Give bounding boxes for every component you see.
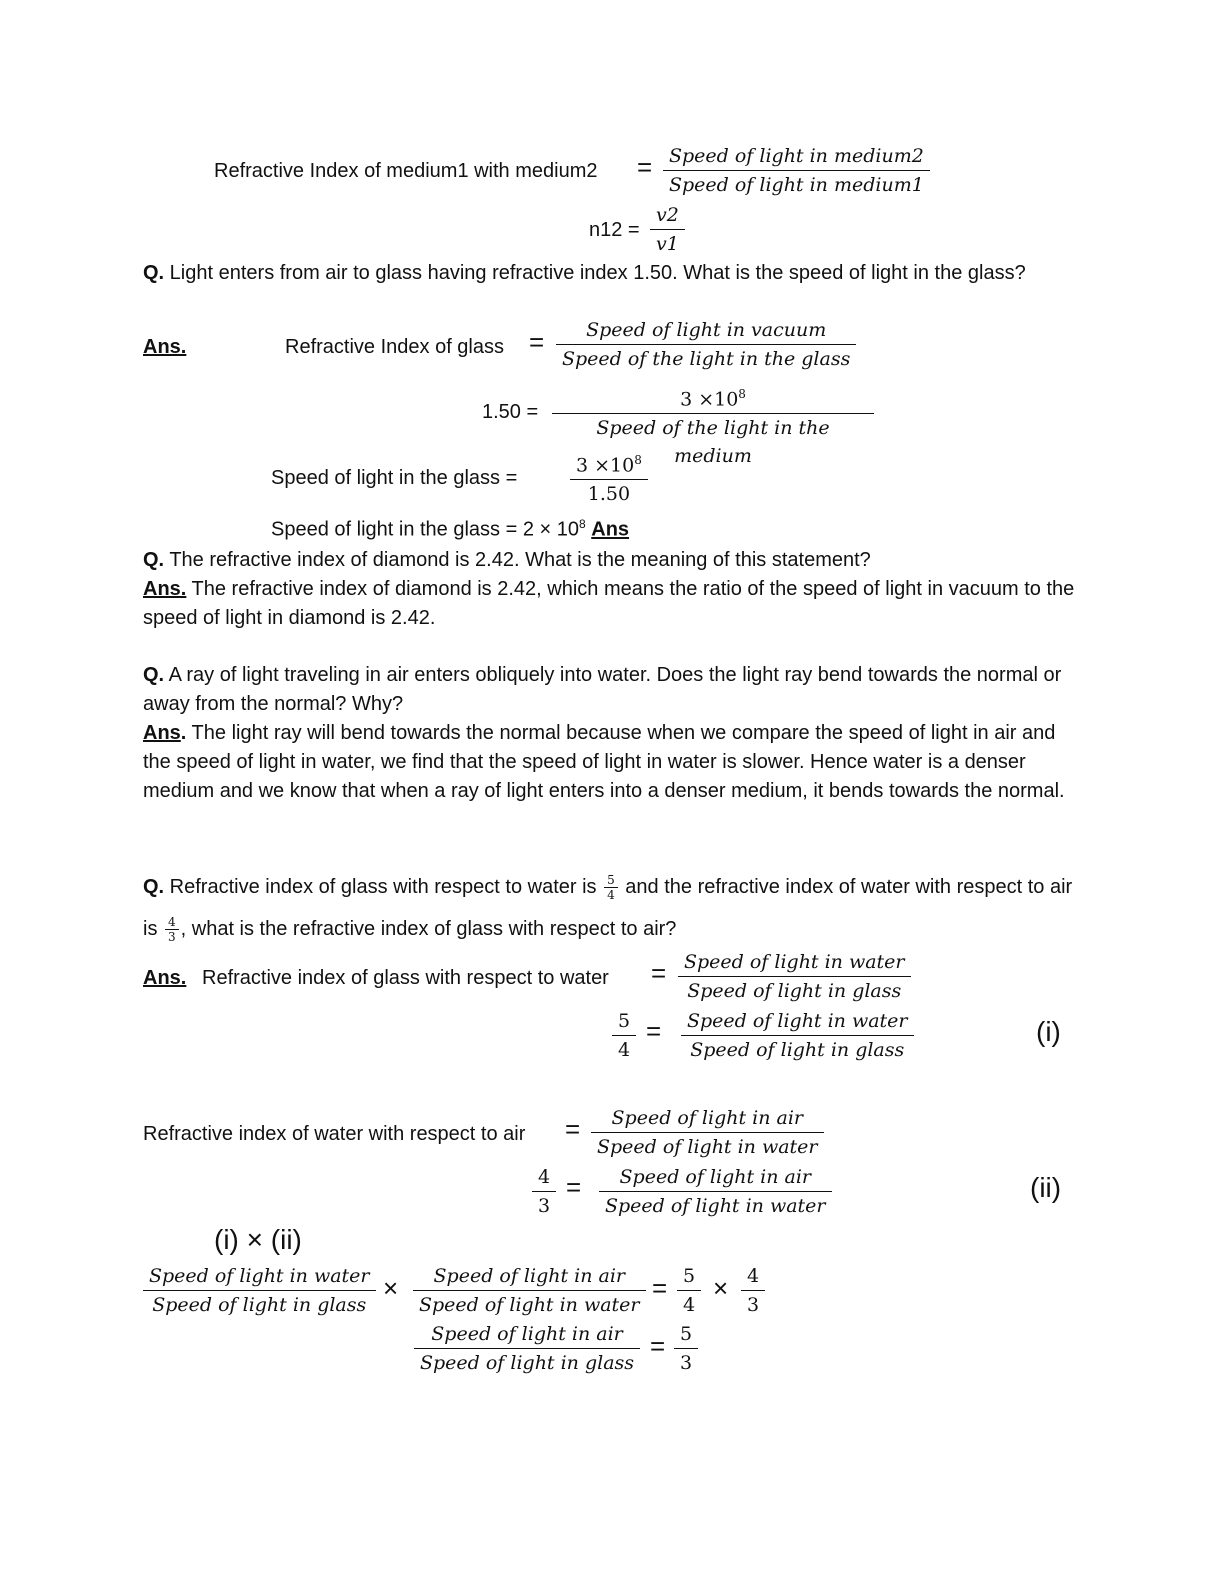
equals-sign: = — [529, 327, 545, 357]
num-base: 3 ×10 — [576, 454, 635, 477]
ans-label: Ans. — [143, 578, 187, 600]
step3-fraction — [570, 446, 648, 508]
equals-sign: = — [651, 958, 667, 988]
numerator: Speed of light in water — [684, 951, 905, 973]
denominator: Speed of light in water — [591, 1132, 824, 1161]
times-sign: × — [383, 1273, 399, 1303]
numerator: 5 — [607, 873, 615, 888]
numerator: 4 — [538, 1166, 551, 1188]
eq1b-fraction — [681, 1007, 914, 1064]
result-fraction-1 — [677, 1262, 701, 1319]
numerator: v2 — [656, 204, 679, 226]
denominator: 4 — [612, 1035, 636, 1064]
numerator: 4 — [747, 1265, 760, 1287]
question-3 — [143, 661, 1083, 806]
product-fraction-2 — [413, 1262, 646, 1319]
eq2b-left-fraction — [532, 1163, 556, 1220]
step2-lhs: 1.50 = — [482, 401, 539, 423]
numerator — [674, 380, 752, 413]
exponent: 8 — [738, 387, 746, 401]
n12-lhs: n12 = — [589, 219, 640, 241]
ans-label: Ans. — [143, 336, 187, 358]
denominator: Speed of light in glass — [678, 976, 911, 1005]
step3-lhs: Speed of light in the glass = — [271, 467, 518, 489]
exponent: 8 — [634, 453, 642, 467]
equals-sign: = — [652, 1273, 668, 1303]
definition-lhs: Refractive Index of medium1 with medium2 — [214, 160, 598, 182]
result-text: Speed of light in the glass = 2 × 10 — [271, 518, 579, 541]
n12-fraction — [650, 201, 685, 258]
numerator: Speed of light in water — [149, 1265, 370, 1287]
question-1 — [143, 259, 1083, 288]
question-text: A ray of light traveling in air enters obliquely into water. Does the light ray bend towards the normal or away from the normal? Why? — [143, 664, 1062, 715]
eq1-lhs: Refractive index of glass with respect to water — [202, 967, 609, 989]
numerator: Speed of light in air — [433, 1265, 625, 1287]
question-text: and the refractive index of water with respect to air is — [143, 876, 1073, 940]
numerator: 5 — [680, 1323, 693, 1345]
step1-lhs: Refractive Index of glass — [285, 336, 504, 358]
denominator: Speed of the light in the glass — [556, 344, 856, 373]
equals-sign: = — [566, 1172, 582, 1202]
denominator: 1.50 — [570, 479, 648, 508]
q-marker: Q. — [143, 664, 165, 686]
numerator: Speed of light in vacuum — [586, 319, 827, 341]
q-marker: Q. — [143, 549, 165, 571]
final-result-fraction — [674, 1320, 698, 1377]
denominator: Speed of light in glass — [681, 1035, 914, 1064]
equals-sign: = — [565, 1114, 581, 1144]
equals-sign: = — [650, 1331, 666, 1361]
ans-label: Ans — [143, 722, 181, 744]
product-fraction-1 — [143, 1262, 376, 1319]
eq2b-fraction — [599, 1163, 832, 1220]
equals-sign: = — [637, 152, 653, 182]
numerator: Speed of light in air — [619, 1166, 811, 1188]
denominator: 3 — [165, 929, 179, 944]
final-fraction — [414, 1320, 640, 1377]
numerator: Speed of light in medium2 — [669, 145, 924, 167]
equals-sign: = — [646, 1016, 662, 1046]
question-text: Light enters from air to glass having refractive index 1.50. What is the speed of light in the glass? — [164, 262, 1026, 284]
question-4 — [143, 866, 1083, 950]
ans-dot: . — [180, 722, 187, 744]
denominator: 3 — [532, 1191, 556, 1220]
numerator: 4 — [168, 915, 176, 930]
numerator — [570, 446, 648, 479]
num-base: 3 ×10 — [680, 388, 739, 411]
times-sign: × — [713, 1273, 729, 1303]
denominator: Speed of light in glass — [143, 1290, 376, 1319]
q-marker: Q. — [143, 262, 165, 284]
inline-fraction — [604, 873, 618, 902]
question-text: Refractive index of glass with respect to water is — [164, 876, 603, 898]
denominator: 4 — [677, 1290, 701, 1319]
answer-text: The refractive index of diamond is 2.42, which means the ratio of the speed of light in vacuum to the speed of light in diamond is 2.42. — [143, 578, 1075, 629]
denominator: 3 — [674, 1348, 698, 1377]
numerator: 5 — [618, 1010, 631, 1032]
step1-fraction — [556, 316, 856, 373]
denominator: 3 — [741, 1290, 765, 1319]
denominator: Speed of the light in the medium — [552, 413, 874, 470]
question-2 — [143, 546, 1083, 633]
eq1-fraction — [678, 948, 911, 1005]
numerator: Speed of light in air — [611, 1107, 803, 1129]
numerator: Speed of light in water — [687, 1010, 908, 1032]
ans-label: Ans. — [143, 967, 187, 989]
product-label: (i) × (ii) — [214, 1224, 302, 1255]
inline-fraction — [165, 915, 179, 944]
answer-text: The light ray will bend towards the normal because when we compare the speed of light in air and the speed of light in water, we find that the speed of light in water is slower. Hence water is a denser medium and we know that when a ray of light enters into a denser medium, it bends towards the normal. — [143, 722, 1065, 802]
exponent: 8 — [579, 517, 586, 531]
numerator: 5 — [683, 1265, 696, 1287]
denominator: v1 — [650, 229, 685, 258]
question-text: The refractive index of diamond is 2.42. What is the meaning of this statement? — [164, 549, 871, 571]
q-marker: Q. — [143, 876, 165, 898]
numerator: Speed of light in air — [431, 1323, 623, 1345]
eq2-fraction — [591, 1104, 824, 1161]
denominator: Speed of light in medium1 — [663, 170, 930, 199]
equation-label-i: (i) — [1036, 1016, 1061, 1047]
equation-label-ii: (ii) — [1030, 1172, 1062, 1203]
question-text: , what is the refractive index of glass with respect to air? — [180, 918, 677, 940]
result-line — [271, 517, 629, 542]
denominator: Speed of light in glass — [414, 1348, 640, 1377]
eq2-lhs: Refractive index of water with respect to air — [143, 1123, 526, 1145]
result-fraction-2 — [741, 1262, 765, 1319]
eq1b-left-fraction — [612, 1007, 636, 1064]
definition-fraction — [663, 142, 930, 199]
denominator: Speed of light in water — [599, 1191, 832, 1220]
ans-marker: Ans — [591, 518, 630, 541]
denominator: Speed of light in water — [413, 1290, 646, 1319]
denominator: 4 — [604, 887, 618, 902]
